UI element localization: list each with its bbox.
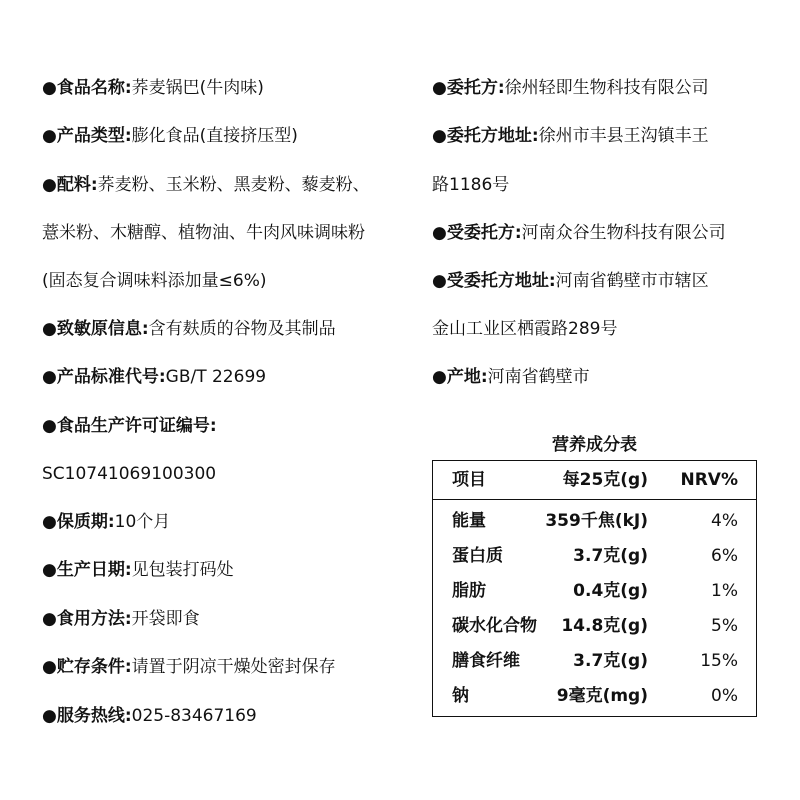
nutrition-header-row bbox=[433, 461, 756, 500]
row-amount: 3.7克(g) bbox=[573, 546, 648, 566]
hotline-label: ●服务热线: bbox=[42, 706, 132, 726]
row-nrv: 6% bbox=[711, 546, 738, 566]
manufacturer-line bbox=[432, 222, 726, 244]
product-type-label: ●产品类型: bbox=[42, 126, 132, 146]
row-amount: 9毫克(mg) bbox=[556, 686, 648, 706]
row-amount: 0.4克(g) bbox=[573, 581, 648, 601]
manufacturer-label: ●受委托方: bbox=[432, 223, 522, 243]
usage-line bbox=[42, 608, 200, 630]
ingredients-line-1 bbox=[42, 174, 370, 196]
usage-label: ●食用方法: bbox=[42, 609, 132, 629]
manufacturer-address-value-1: 河南省鹤壁市市辖区 bbox=[555, 271, 709, 291]
food-name-label: ●食品名称: bbox=[42, 78, 132, 98]
product-type-line bbox=[42, 125, 298, 147]
manufacturer-address-line-2 bbox=[432, 318, 617, 340]
hotline-line bbox=[42, 705, 257, 727]
client-address-value-1: 徐州市丰县王沟镇丰王 bbox=[538, 126, 709, 146]
table-row bbox=[433, 503, 756, 538]
client-line bbox=[432, 77, 709, 99]
manufacturer-address-label: ●受委托方地址: bbox=[432, 271, 556, 291]
ingredients-line-2 bbox=[42, 222, 365, 244]
row-nrv: 15% bbox=[700, 651, 738, 671]
row-nrv: 5% bbox=[711, 616, 738, 636]
production-date-line bbox=[42, 559, 234, 581]
standard-code-line bbox=[42, 366, 266, 388]
usage-value: 开袋即食 bbox=[131, 609, 200, 629]
manufacturer-address-value-2: 金山工业区栖霞路289号 bbox=[432, 319, 618, 339]
ingredients-label: ●配料: bbox=[42, 175, 98, 195]
row-item: 能量 bbox=[452, 511, 486, 531]
license-line bbox=[42, 415, 217, 437]
client-address-value-2: 路1186号 bbox=[432, 175, 510, 195]
table-row bbox=[433, 573, 756, 608]
client-value: 徐州轻即生物科技有限公司 bbox=[504, 78, 709, 98]
table-row bbox=[433, 608, 756, 643]
shelf-life-value: 10个月 bbox=[114, 512, 171, 532]
header-nrv: NRV% bbox=[680, 470, 738, 490]
nutrition-title: 营养成分表 bbox=[552, 435, 637, 455]
row-nrv: 4% bbox=[711, 511, 738, 531]
shelf-life-line bbox=[42, 511, 170, 533]
ingredients-value-3: (固态复合调味料添加量≤6%) bbox=[42, 271, 267, 291]
table-row bbox=[433, 643, 756, 678]
origin-line bbox=[432, 366, 590, 388]
storage-value: 请置于阴凉干燥处密封保存 bbox=[131, 657, 336, 677]
client-address-line-1 bbox=[432, 125, 709, 147]
row-nrv: 0% bbox=[711, 686, 738, 706]
origin-value: 河南省鹤壁市 bbox=[487, 367, 590, 387]
client-address-line-2 bbox=[432, 174, 509, 196]
row-amount: 3.7克(g) bbox=[573, 651, 648, 671]
production-date-label: ●生产日期: bbox=[42, 560, 132, 580]
product-type-value: 膨化食品(直接挤压型) bbox=[131, 126, 298, 146]
allergen-line bbox=[42, 318, 336, 340]
food-name-value: 荞麦锅巴(牛肉味) bbox=[131, 78, 264, 98]
food-name-line bbox=[42, 77, 264, 99]
row-item: 脂肪 bbox=[452, 581, 486, 601]
standard-code-label: ●产品标准代号: bbox=[42, 367, 166, 387]
storage-line bbox=[42, 656, 336, 678]
row-amount: 359千焦(kJ) bbox=[545, 511, 648, 531]
allergen-label: ●致敏原信息: bbox=[42, 319, 149, 339]
row-item: 钠 bbox=[452, 686, 469, 706]
license-number-line bbox=[42, 463, 216, 485]
client-label: ●委托方: bbox=[432, 78, 505, 98]
client-address-label: ●委托方地址: bbox=[432, 126, 539, 146]
row-item: 膳食纤维 bbox=[452, 651, 520, 671]
storage-label: ●贮存条件: bbox=[42, 657, 132, 677]
row-nrv: 1% bbox=[711, 581, 738, 601]
manufacturer-address-line-1 bbox=[432, 270, 709, 292]
ingredients-line-3 bbox=[42, 270, 266, 292]
header-item: 项目 bbox=[452, 470, 486, 490]
standard-code-value: GB/T 22699 bbox=[165, 367, 267, 387]
nutrition-table bbox=[432, 460, 757, 717]
table-row bbox=[433, 538, 756, 573]
row-item: 碳水化合物 bbox=[452, 616, 537, 636]
ingredients-value-2: 薏米粉、木糖醇、植物油、牛肉风味调味粉 bbox=[42, 223, 365, 243]
allergen-value: 含有麸质的谷物及其制品 bbox=[148, 319, 336, 339]
row-item: 蛋白质 bbox=[452, 546, 503, 566]
table-row bbox=[433, 678, 756, 713]
manufacturer-value: 河南众谷生物科技有限公司 bbox=[521, 223, 726, 243]
origin-label: ●产地: bbox=[432, 367, 488, 387]
shelf-life-label: ●保质期: bbox=[42, 512, 115, 532]
license-number-value: SC10741069100300 bbox=[42, 464, 217, 484]
ingredients-value-1: 荞麦粉、玉米粉、黑麦粉、藜麦粉、 bbox=[97, 175, 370, 195]
row-amount: 14.8克(g) bbox=[561, 616, 648, 636]
license-label: ●食品生产许可证编号: bbox=[42, 416, 217, 436]
header-per-serving: 每25克(g) bbox=[562, 470, 648, 490]
hotline-value: 025-83467169 bbox=[131, 706, 257, 726]
production-date-value: 见包装打码处 bbox=[131, 560, 234, 580]
